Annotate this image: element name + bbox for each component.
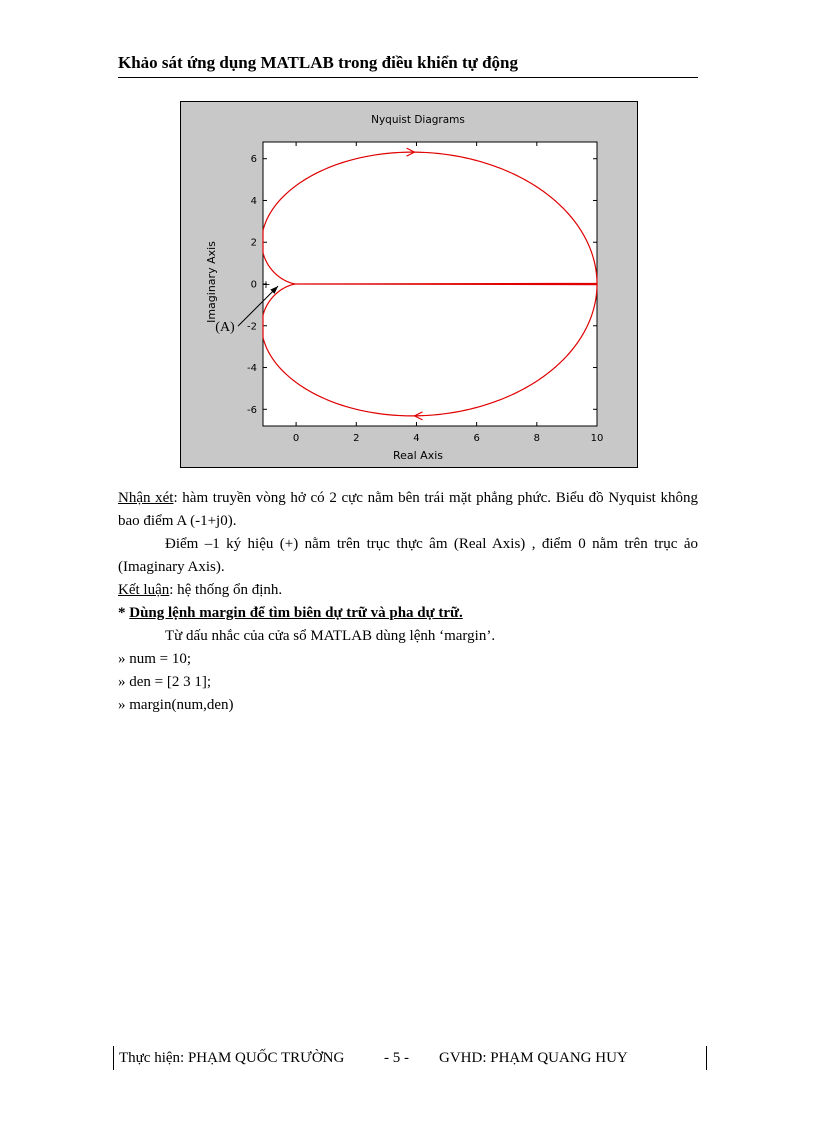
footer-author: Thực hiện: PHẠM QUỐC TRƯỜNG — [119, 1050, 345, 1066]
footer-page-number: - 5 - — [384, 1050, 409, 1066]
x-tick-label: 4 — [413, 433, 420, 444]
section-star: * — [118, 605, 130, 621]
critical-point-marker: + — [261, 278, 271, 291]
page-header — [118, 53, 698, 78]
code-line: » num = 10; — [118, 651, 192, 667]
x-tick-label: 6 — [473, 433, 480, 444]
y-tick-label: 0 — [250, 279, 257, 291]
y-tick-label: 2 — [250, 237, 257, 249]
annotation-label: (A) — [215, 320, 235, 336]
y-tick-label: 4 — [250, 195, 257, 207]
x-tick-label: 10 — [590, 433, 604, 444]
y-tick-label: -4 — [247, 363, 257, 375]
nyquist-plot — [181, 102, 637, 467]
instruction-paragraph: Từ dấu nhắc của cửa sổ MATLAB dùng lệnh ‘margin’. — [165, 628, 496, 644]
x-tick-label: 8 — [533, 433, 541, 444]
x-tick-label: 0 — [292, 433, 300, 444]
section-title: Dùng lệnh margin để tìm biên dự trữ và pha dự trữ. — [129, 605, 463, 621]
code-line: » den = [2 3 1]; — [118, 674, 212, 690]
x-axis-label: Real Axis — [392, 449, 444, 462]
remark-text: : hàm truyền vòng hở có 2 cực nằm bên trái mặt phẳng phức. Biểu đồ Nyquist không bao điểm A (-1+j0). — [118, 490, 698, 529]
y-tick-label: -6 — [247, 404, 257, 416]
footer-left-bar — [113, 1046, 114, 1070]
code-line: » margin(num,den) — [118, 697, 234, 713]
footer-right-bar — [706, 1046, 707, 1070]
section-heading — [118, 602, 698, 625]
footer-advisor: GVHD: PHẠM QUANG HUY — [439, 1050, 628, 1066]
y-tick-label: -2 — [247, 321, 257, 333]
critical-point-paragraph: Điểm –1 ký hiệu (+) nằm trên trục thực âm (Real Axis) , điểm 0 nằm trên trục ảo (Imaginary Axis). — [118, 536, 698, 575]
conclusion-label: Kết luận — [118, 582, 170, 598]
page-footer — [113, 1046, 707, 1072]
nyquist-figure — [180, 101, 638, 468]
y-axis-label: Imaginary Axis — [205, 241, 218, 323]
remark-paragraph — [118, 487, 698, 533]
y-tick-label: 6 — [250, 154, 257, 166]
body-text — [118, 487, 698, 717]
remark-label: Nhận xét — [118, 490, 174, 506]
x-tick-label: 2 — [353, 433, 360, 444]
chart-title: Nyquist Diagrams — [371, 114, 465, 126]
conclusion-paragraph — [118, 579, 698, 602]
header-title: Khảo sát ứng dụng MATLAB trong điều khiển tự động — [118, 53, 519, 72]
conclusion-text: : hệ thống ổn định. — [169, 582, 283, 598]
